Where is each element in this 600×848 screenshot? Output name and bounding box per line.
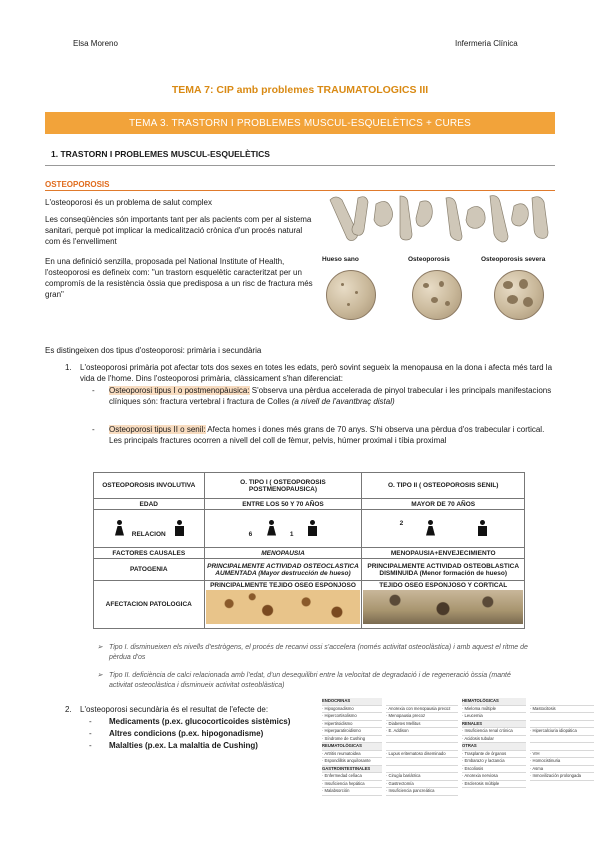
row-label-causes: FACTORES CAUSALES	[94, 548, 205, 559]
causes-entry: · Síndrome de Cushing	[322, 736, 382, 744]
causes-entry: · Hipertiroidismo	[322, 721, 382, 729]
causes-entry: · E. Addison	[386, 728, 458, 736]
causes-entry: · Hipercortisolismo	[322, 713, 382, 721]
causes-category: RENALES	[462, 721, 526, 729]
causes-entry: · Hipercalciuria idiopática	[530, 728, 594, 736]
ratio-female-type1: 6	[248, 530, 253, 538]
bullet-dash: -	[92, 425, 95, 434]
causes-entry	[386, 698, 458, 706]
label-osteoporosis: Osteoporosis	[408, 256, 450, 263]
bullet-dash: -	[89, 717, 92, 726]
causes-entry: · Artritis reumatoidea	[322, 751, 382, 759]
causes-column-3	[462, 698, 526, 788]
causes-category: OTRAS	[462, 743, 526, 751]
type2-description	[109, 424, 559, 446]
causes-entry: · Insuficiencia renal crónica	[462, 728, 526, 736]
causes-entry	[530, 736, 594, 744]
tissue-type2-label: TEJIDO OSEO ESPONJOSO Y CORTICAL	[379, 582, 508, 589]
causes-entry: · Acidosis tubular	[462, 736, 526, 744]
causes-entry: · Homocistinuria	[530, 758, 594, 766]
healthy-bone-disc	[326, 270, 376, 320]
cell-tissue-type1	[204, 581, 362, 629]
note-arrow-icon: ➢	[97, 672, 103, 679]
row-label-affected-tissue: AFECTACION PATOLOGICA	[94, 581, 205, 629]
causes-category: ENDOCRINAS	[322, 698, 382, 706]
bullet-dash: -	[89, 741, 92, 750]
osteo-paragraph-2: Les conseqüències són importants tant per als pacients com per al sistema sanitari, perquè pot implicar la medicalització crònica d'un procés natural com és l'envelliment	[45, 215, 312, 246]
secondary-causes-table	[322, 698, 594, 838]
author-name: Elsa Moreno	[73, 39, 118, 48]
causes-entry: · Anorexia con menopausia precoz	[386, 706, 458, 714]
female-icon	[114, 520, 124, 536]
secondary-cause: Altres condicions (p.ex. hipogonadisme)	[109, 729, 264, 738]
causes-category: REUMATOLÓGICAS	[322, 743, 382, 751]
osteo-paragraph-1: L'osteoporosi és un problema de salut complex	[45, 198, 212, 207]
bullet-dash: -	[92, 386, 95, 395]
page-title: TEMA 7: CIP amb problemes TRAUMATOLOGICS III	[171, 84, 429, 96]
cell-age-type1: ENTRE LOS 50 Y 70 AÑOS	[204, 499, 362, 510]
causes-entry	[386, 743, 458, 751]
male-icon	[174, 520, 184, 536]
note-type1: Tipo I. disminueixen els nivells d'estrògens, el procés de recanvi ossi s'accelera (només activitat osteoclàstica) i amb aquest el ritme de pèrdua d'os	[109, 644, 528, 661]
label-severe-osteoporosis: Osteoporosis severa	[481, 256, 546, 263]
table-header: OSTEOPOROSIS INVOLUTIVA	[94, 473, 205, 499]
causes-entry	[386, 758, 458, 766]
cell-causes-type2: MENOPAUSIA+ENVEJECIMIENTO	[362, 548, 525, 559]
row-label-age: EDAD	[94, 499, 205, 510]
causes-entry: · Escoliosis	[462, 766, 526, 774]
row-label-ratio	[94, 510, 205, 548]
severe-osteoporosis-bone-disc	[494, 270, 544, 320]
spongy-bone-image	[206, 590, 361, 624]
relacion-label: RELACION	[131, 530, 166, 538]
causes-column-2	[386, 698, 458, 796]
causes-entry: · Insuficiencia pancreática	[386, 788, 458, 796]
causes-entry: · Trasplante de órganos	[462, 751, 526, 759]
osteo-paragraph-3: En una definició senzilla, proposada pel National Institute of Health, l'osteoporosi es defineix com: "un trastorn esquelètic caracteritzat per un compromís de la resistència òssia que predisposa a un risc de fractura més gran"	[45, 257, 313, 299]
causes-entry: · Hipogonadismo	[322, 706, 382, 714]
causes-column-1	[322, 698, 382, 796]
bone-density-figure	[318, 190, 558, 330]
causes-entry: · Anorexia nerviosa	[462, 773, 526, 781]
row-label-pathogenesis: PATOGENIA	[94, 559, 205, 581]
causes-entry: · Lupus eritematoso diseminado	[386, 751, 458, 759]
causes-entry: · Leucemia	[462, 713, 526, 721]
causes-entry: · Menopausia precoz	[386, 713, 458, 721]
ratio-female-type2: 2	[399, 519, 404, 527]
types-intro: Es distingeixen dos tipus d'osteoporosi: primària i secundària	[45, 346, 262, 355]
note-arrow-icon: ➢	[97, 644, 103, 651]
tissue-type1-label: PRINCIPALMENTE TEJIDO OSEO ESPONJOSO	[210, 582, 356, 589]
section-heading-text: 1. TRASTORN I PROBLEMES MUSCUL-ESQUELÈTICS	[51, 149, 270, 159]
causes-entry: · Mieloma múltiple	[462, 706, 526, 714]
type1-description	[109, 385, 559, 407]
type1-title: Osteoporosi tipus I o postmenopàusica:	[109, 386, 250, 395]
table-header: O. TIPO I ( OSTEOPOROSIS POSTMENOPAUSICA)	[204, 473, 362, 499]
item2-text: L'osteoporosi secundària és el resultat de l'efecte de:	[80, 705, 269, 714]
cell-pathogenesis-type2: PRINCIPALMENTE ACTIVIDAD OSTEOBLASTICA DISMINUIDA (Menor formación de hueso)	[362, 559, 525, 581]
bone-illustration-icon	[318, 190, 558, 256]
male-icon	[307, 520, 317, 536]
causes-entry	[386, 766, 458, 774]
causes-entry: · Mastocitosis	[530, 706, 594, 714]
cell-causes-type1: MENOPAUSIA	[204, 548, 362, 559]
cell-ratio-type2	[362, 510, 525, 548]
secondary-cause: Medicaments (p.ex. glucocorticoides sistèmics)	[109, 717, 291, 726]
subject-name: Infermeria Clínica	[455, 39, 518, 48]
causes-category: HEMATOLÓGICAS	[462, 698, 526, 706]
causes-entry: · Diabetes Mellitus	[386, 721, 458, 729]
male-icon	[477, 520, 487, 536]
causes-entry	[530, 743, 594, 751]
causes-entry: · VIH	[530, 751, 594, 759]
cell-pathogenesis-type1: PRINCIPALMENTE ACTIVIDAD OSTEOCLASTICA AUMENTADA (Mayor destrucción de hueso)	[204, 559, 362, 581]
causes-entry: · Insuficiencia hepática	[322, 781, 382, 789]
type2-title: Osteoporosi tipus II o senil:	[109, 425, 206, 434]
causes-entry: · Cirugía bariátrica	[386, 773, 458, 781]
causes-entry: · Esclerosis múltiple	[462, 781, 526, 789]
table-header: O. TIPO II ( OSTEOPOROSIS SENIL)	[362, 473, 525, 499]
note-type2: Tipo II. deficiència de calci relacionada amb l'edat, d'un desequilibri entre la velocitat de degradació i de regeneració òssia (manté activitat osteoclàstica i disminueix activitat osteoblàstica)	[109, 672, 511, 689]
cell-ratio-type1	[204, 510, 362, 548]
type1-text: S'observa una pèrdua accelerada de pinyol trabecular i les principals manifestacions clíniques són: fractura vertebral i fractura de Colles	[109, 386, 552, 406]
cortical-bone-image	[363, 590, 523, 624]
cell-tissue-type2	[362, 581, 525, 629]
item2-number: 2.	[65, 705, 72, 714]
causes-entry: · Gastrectomía	[386, 781, 458, 789]
cell-age-type2: MAYOR DE 70 AÑOS	[362, 499, 525, 510]
item1-number: 1.	[65, 363, 72, 372]
banner-text: TEMA 3. TRASTORN I PROBLEMES MUSCUL-ESQUELÈTICS + CURES	[128, 117, 472, 129]
causes-entry: · Inmovilización prolongada	[530, 773, 594, 781]
causes-entry: · Espondilitis anquilosante	[322, 758, 382, 766]
causes-entry	[530, 713, 594, 721]
ratio-male-type1: 1	[289, 530, 294, 538]
label-healthy-bone: Hueso sano	[322, 256, 359, 263]
item1-text: L'osteoporosi primària pot afectar tots dos sexes en totes les edats, però sovint segueix la menopausa en la dona i afecta més tard la vida de l'home. Dins l'osteoporosi primària, clàssicament s'han diferenciat:	[80, 363, 553, 383]
osteoporosis-bone-disc	[412, 270, 462, 320]
bullet-dash: -	[89, 729, 92, 738]
section-heading	[45, 146, 555, 166]
causes-entry: · Malabsorción	[322, 788, 382, 796]
female-icon	[266, 520, 276, 536]
osteoporosis-heading: OSTEOPOROSIS	[45, 180, 555, 191]
secondary-cause: Malalties (p.ex. La malaltia de Cushing)	[109, 741, 258, 750]
type2-text: Afecta homes i dones més grans de 70 anys. S'hi observa una pèrdua d'os trabecular i cortical. Les principals fractures ocorren a nivell del coll de fèmur, pelvis, húmer proximal i tíbia proximal	[109, 425, 545, 445]
causes-entry	[530, 721, 594, 729]
causes-entry: · Embarazo y lactancia	[462, 758, 526, 766]
female-icon	[425, 520, 435, 536]
causes-entry	[386, 736, 458, 744]
osteoporosis-comparison-table	[93, 472, 525, 629]
type1-italic: (a nivell de l'avantbraç distal)	[289, 397, 395, 406]
causes-category: GASTROINTESTINALES	[322, 766, 382, 774]
causes-entry: · Enfermedad celíaca	[322, 773, 382, 781]
causes-entry: · Asma	[530, 766, 594, 774]
causes-entry: · Hiperparatiroidismo	[322, 728, 382, 736]
topic-banner	[45, 112, 555, 134]
causes-entry	[530, 698, 594, 706]
causes-column-4	[530, 698, 594, 781]
